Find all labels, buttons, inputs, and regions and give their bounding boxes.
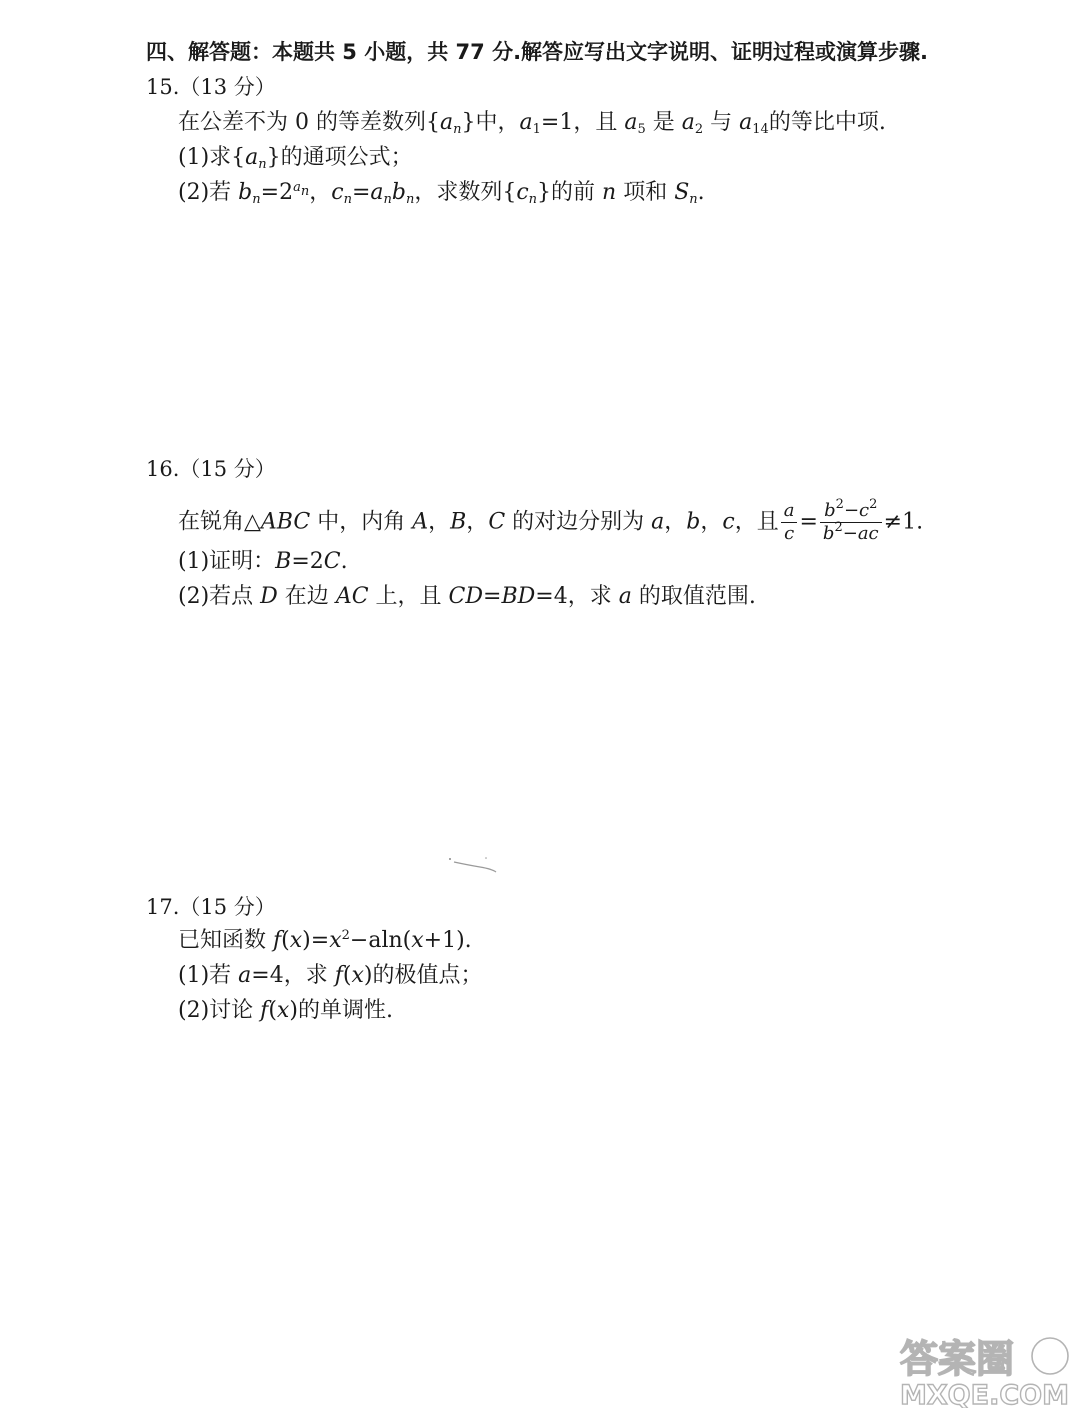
watermark-url: MXQE.COM [900, 1380, 1069, 1408]
question-17-part-2: (2)讨论 f(x)的单调性. [178, 998, 393, 1023]
fraction-b2-c2-over-b2-ac: $\frac{b^2-c^2}{b^2-ac}$ [820, 500, 882, 545]
question-16-part-1: (1)证明：B=2C. [178, 549, 348, 574]
question-17-header: 17.（15 分） [146, 895, 276, 919]
section-heading: 四、解答题：本题共 5 小题，共 77 分.解答应写出文字说明、证明过程或演算步骤. [146, 40, 929, 64]
question-17-part-1: (1)若 a=4，求 f(x)的极值点； [178, 963, 483, 988]
watermark-logo-text: 答案圈 [900, 1337, 1015, 1381]
question-17-stem: 已知函数 $f(x)=x^2-aln(x+1)$. [178, 928, 472, 953]
question-15-part-2: (2)若 $b_n=2^{a_n}$，$c_n=a_nb_n$，求数列$\{c_n\}$的前 n 项和 $S_n$. [178, 180, 705, 207]
question-16-header: 16.（15 分） [146, 457, 276, 481]
question-15-header: 15.（13 分） [146, 75, 276, 99]
question-15-stem: 在公差不为 0 的等差数列$\{a_n\}$中，$a_1=1$，且 $a_5$ 是 $a_2$ 与 $a_{14}$的等比中项. [178, 110, 886, 137]
question-15-part-1: (1)求$\{a_n\}$的通项公式； [178, 145, 413, 172]
fraction-a-over-c: $\frac{a}{c}$ [781, 500, 798, 545]
question-16-part-2: (2)若点 D 在边 AC 上，且 CD=BD=4，求 a 的取值范围. [178, 584, 756, 609]
question-16-stem: 在锐角△ABC 中，内角 A，B，C 的对边分别为 a，b，c，且 $\frac{a}{c}$ = $\frac{b^2-c^2}{b^2-ac}$ ≠1. [178, 497, 924, 544]
watermark-logo [896, 1332, 1072, 1408]
scan-smudge-mark [448, 856, 498, 874]
